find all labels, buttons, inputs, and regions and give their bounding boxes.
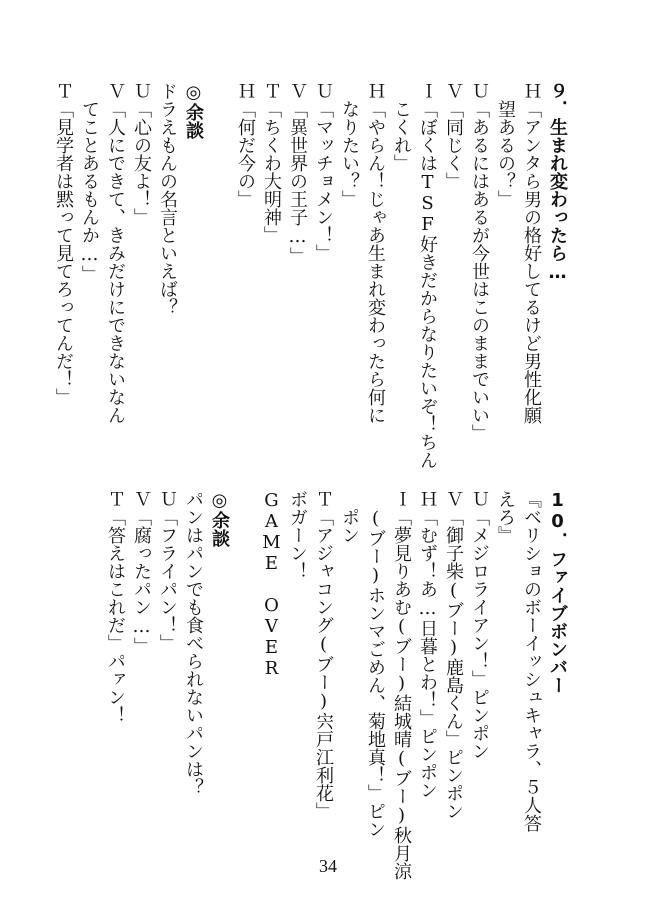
text-line: てことあるもんか…」	[79, 82, 100, 283]
text-line: Ｈ「むず！あ…日暮とわ！」ピンポン	[417, 490, 438, 799]
text-line: えろ』	[495, 490, 516, 544]
text-line: Ｔ「アジャコング(ブー)宍戸江利花」	[313, 490, 334, 820]
section-heading: ◎余談	[209, 490, 230, 547]
top-section	[50, 82, 570, 472]
text-line: 望あるの？」	[495, 82, 516, 208]
text-line: Ｉ「夢見りあむ(ブー)結城晴(ブー)秋月涼	[391, 490, 412, 880]
text-line: Ｔ「見学者は黙って見てろってんだ！」	[53, 82, 74, 406]
text-line: Ｉ「ぼくはTSF好きだからなりたいぞ！ちん	[417, 82, 438, 469]
section-heading: 10．ファイブボンバー	[547, 490, 568, 694]
text-line: GAME OVER	[261, 490, 282, 679]
text-line: Ｖ「人にできて、きみだけにできないなん	[105, 82, 126, 424]
text-line: Ｈ「やらん！じゃあ生まれ変わったら何に	[365, 82, 386, 424]
text-line: Ｔ「答えはこれだ」パァン！	[105, 490, 126, 724]
text-line: パンはパンでも食べられないパンは？	[183, 490, 204, 796]
text-line: Ｕ「マッチョメン！」	[313, 82, 334, 262]
section-gap	[206, 82, 232, 472]
page-number: 34	[319, 856, 337, 876]
text-line: Ｖ「腐ったパン…」	[131, 490, 152, 655]
text-line: ドラえもんの名言といえば？	[157, 82, 178, 316]
text-line: こくれ」	[391, 82, 412, 172]
section-heading: ９．生まれ変わったら…	[547, 82, 568, 283]
text-line: Ｕ「メジロライアン！」ピンポン	[469, 490, 490, 760]
text-line: Ｖ「異世界の王子…」	[287, 82, 308, 265]
text-line: なりたい？」	[339, 82, 360, 208]
text-line: Ｖ「御子柴(ブー)鹿島くん」ピンポン	[443, 490, 464, 820]
text-line: Ｈ「アンタら男の格好してるけど男性化願	[521, 82, 542, 424]
text-line: ポン	[339, 490, 360, 544]
text-line: Ｕ「あるにはあるが今世はこのままでいい」	[469, 82, 490, 442]
section-heading: ◎余談	[183, 82, 204, 139]
text-line: Ｕ「フライパン！」	[157, 490, 178, 652]
text-line: Ｕ「心の友よ！」	[131, 82, 152, 226]
text-line: 『ベリショのボーイッシュキャラ、５人答	[521, 490, 542, 832]
text-line: ボガーン！	[287, 490, 308, 580]
text-line: Ｈ「何だ今の」	[235, 82, 256, 208]
section-gap	[232, 490, 258, 850]
text-line: Ｔ「ちくわ大明神」	[261, 82, 282, 244]
text-line: (ブー)ホンマごめん、菊地真！」ピン	[365, 490, 386, 838]
text-line: Ｖ「同じく」	[443, 82, 464, 190]
